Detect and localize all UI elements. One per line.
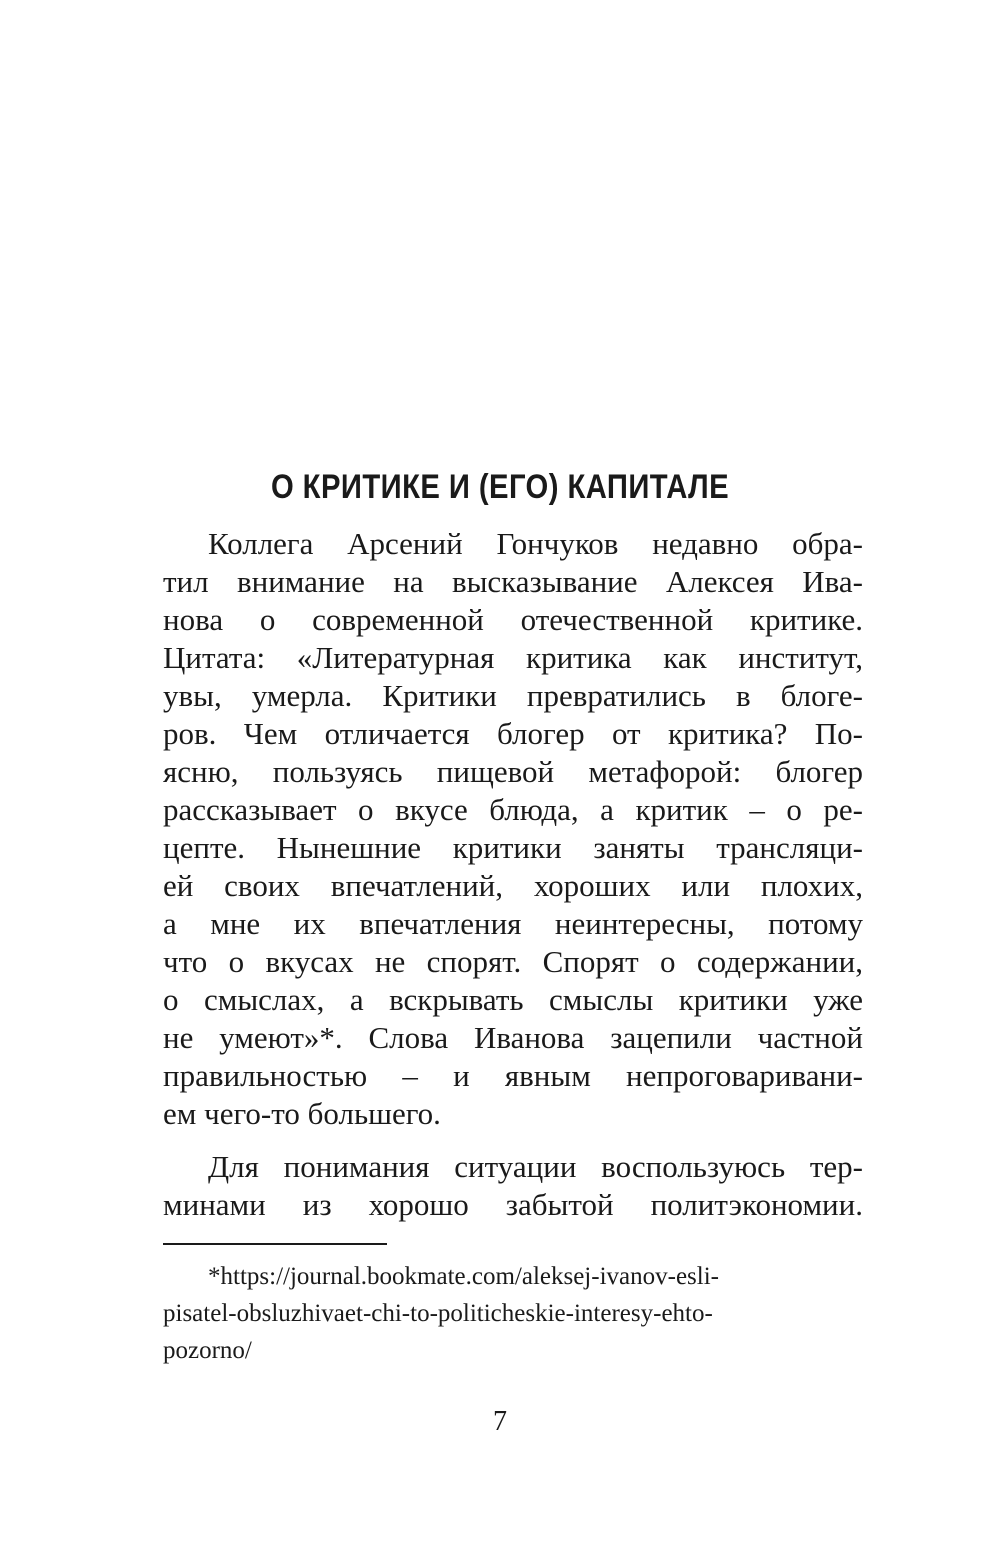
footnote-line: pisatel-obsluzhivaet-chi-to-politicheskie-interesy-ehto- — [163, 1300, 713, 1327]
body-paragraph-2 — [163, 1148, 863, 1224]
footnote-line: pozorno/ — [163, 1337, 252, 1364]
page-number: 7 — [493, 1406, 507, 1437]
footnote-divider — [163, 1243, 387, 1245]
text-line: цепте. Нынешние критики заняты трансляци- — [163, 830, 863, 865]
text-line: ров. Чем отличается блогер от критика? По- — [163, 716, 863, 751]
text-line: Коллега Арсений Гончуков недавно обра- — [208, 526, 863, 561]
text-line: нова о современной отечественной критике. — [163, 602, 863, 637]
text-line: ясню, пользуясь пищевой метафорой: блогер — [163, 754, 863, 789]
text-line: о смыслах, а вскрывать смыслы критики уже — [163, 982, 863, 1017]
body-paragraph-1 — [163, 525, 863, 1133]
footnote — [163, 1258, 863, 1369]
text-line: правильностью – и явным непроговаривани- — [163, 1058, 863, 1093]
text-line: минами из хорошо забытой политэкономии. — [163, 1187, 863, 1222]
text-line: тил внимание на высказывание Алексея Ива- — [163, 564, 863, 599]
text-line: ей своих впечатлений, хороших или плохих, — [163, 868, 863, 903]
text-line: а мне их впечатления неинтересны, потому — [163, 906, 863, 941]
text-line: Цитата: «Литературная критика как институт, — [163, 640, 863, 675]
text-line: не умеют»*. Слова Иванова зацепили частной — [163, 1020, 863, 1055]
text-line: что о вкусах не спорят. Спорят о содержании, — [163, 944, 863, 979]
text-line: рассказывает о вкусе блюда, а критик – о ре- — [163, 792, 863, 827]
chapter-title: О КРИТИКЕ И (ЕГО) КАПИТАЛЕ — [270, 467, 730, 506]
text-line: Для понимания ситуации воспользуюсь тер- — [208, 1149, 863, 1184]
text-line: увы, умерла. Критики превратились в блоге- — [163, 678, 863, 713]
text-line: ем чего-то большего. — [163, 1096, 441, 1131]
footnote-line: *https://journal.bookmate.com/aleksej-ivanov-esli- — [208, 1263, 719, 1290]
